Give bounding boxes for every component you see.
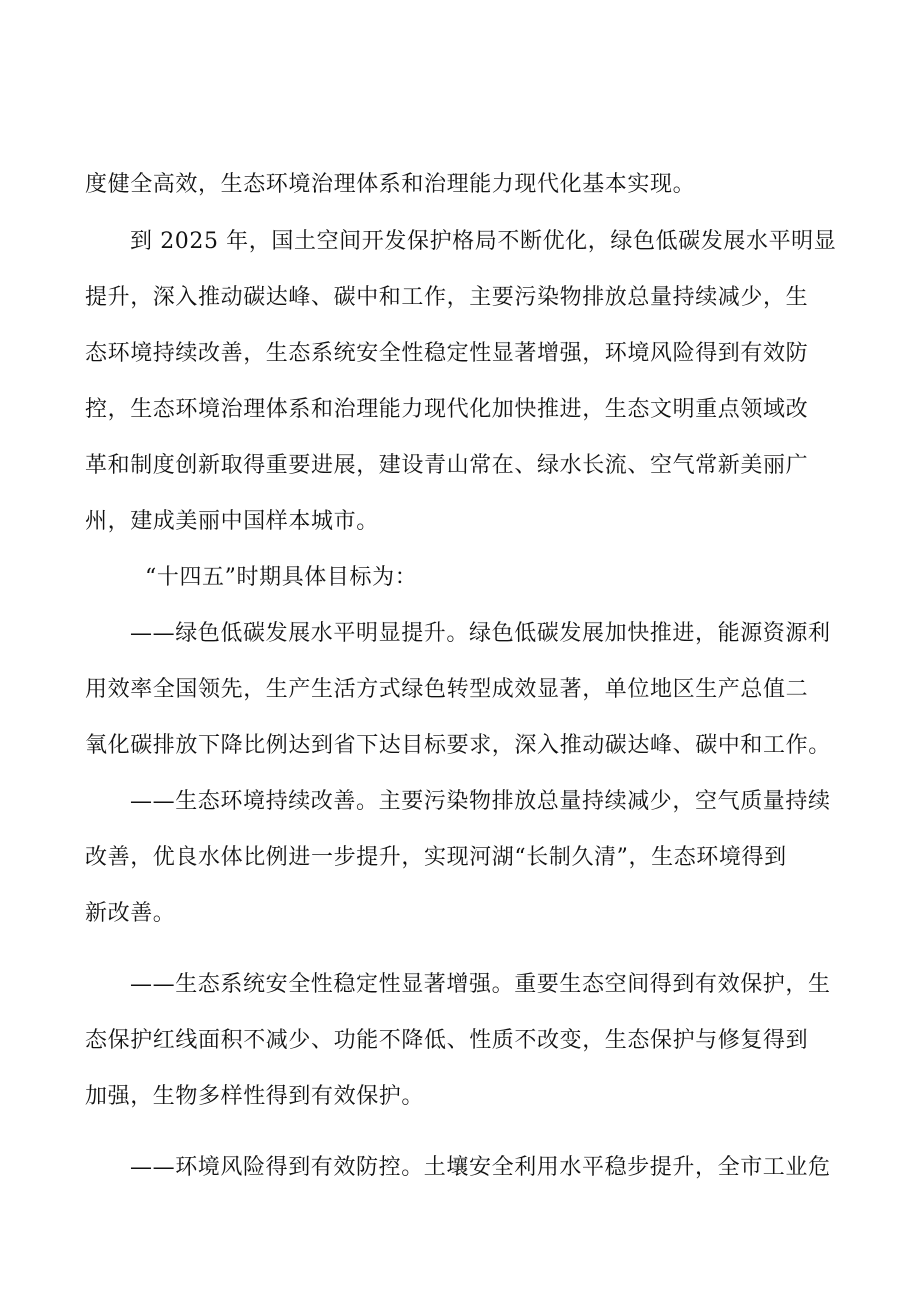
section-heading: “十四五”时期具体目标为： [145, 565, 418, 590]
text-line-5: 控，生态环境治理体系和治理能力现代化加快推进，生态文明重点领域改 [85, 397, 809, 422]
text-line-16: 态保护红线面积不减少、功能不降低、性质不改变，生态保护与修复得到 [85, 1028, 809, 1053]
text-line-9: ——绿色低碳发展水平明显提升。绿色低碳发展加快推进，能源资源利 [130, 621, 831, 646]
text-line-17: 加强，生物多样性得到有效保护。 [85, 1084, 425, 1109]
text-line-1: 度健全高效，生态环境治理体系和治理能力现代化基本实现。 [85, 172, 696, 197]
text-line-3: 提升，深入推动碳达峰、碳中和工作，主要污染物排放总量持续减少，生 [85, 285, 809, 310]
text-line-13: 改善，优良水体比例进一步提升，实现河湖“长制久清”，生态环境得到 [85, 845, 787, 870]
text-line-12: ——生态环境持续改善。主要污染物排放总量持续减少，空气质量持续 [130, 789, 831, 814]
text-line-7: 州，建成美丽中国样本城市。 [85, 509, 379, 534]
text-line-6: 革和制度创新取得重要进展，建设青山常在、绿水长流、空气常新美丽广 [85, 453, 809, 478]
text-line-2: 到 2025 年，国土空间开发保护格局不断优化，绿色低碳发展水平明显 [130, 229, 837, 254]
text-line-18: ——环境风险得到有效防控。土壤安全利用水平稳步提升，全市工业危 [130, 1155, 831, 1180]
text-line-15: ——生态系统安全性稳定性显著增强。重要生态空间得到有效保护，生 [130, 972, 831, 997]
text-line-10: 用效率全国领先，生产生活方式绿色转型成效显著，单位地区生产总值二 [85, 677, 809, 702]
text-line-11: 氧化碳排放下降比例达到省下达目标要求，深入推动碳达峰、碳中和工作。 [85, 733, 831, 758]
text-line-14: 新改善。 [85, 901, 176, 926]
text-line-4: 态环境持续改善，生态系统安全性稳定性显著增强，环境风险得到有效防 [85, 341, 809, 366]
